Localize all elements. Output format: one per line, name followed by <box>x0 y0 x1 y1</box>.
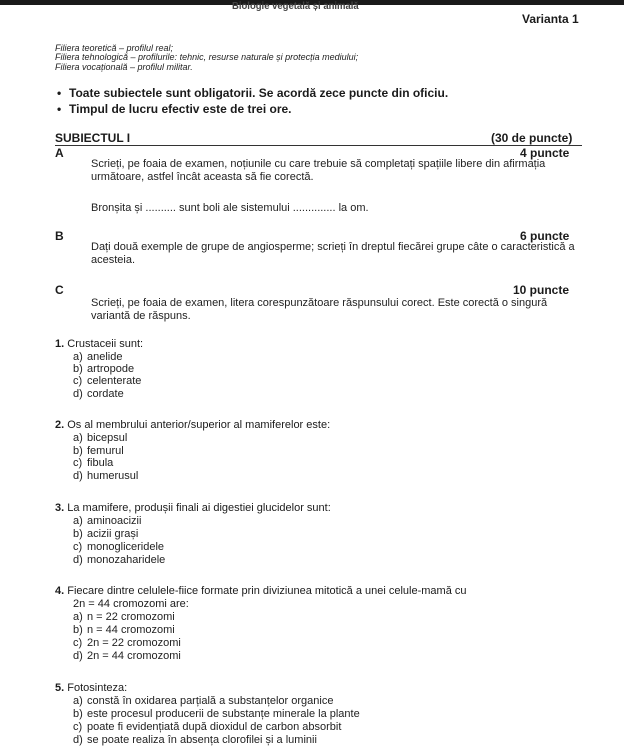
question-text: Fiecare dintre celulele-fiice formate prin diviziunea mitotică a unei celule-mamă cu <box>67 585 467 597</box>
option-letter: c) <box>73 541 83 553</box>
option-text: femurul <box>87 445 124 457</box>
rule-item <box>57 102 292 116</box>
question-text: La mamifere, produșii finali ai digestiei glucidelor sunt: <box>67 502 331 514</box>
header-title: Biologie vegetală și animală <box>232 1 359 12</box>
option-item <box>73 624 175 636</box>
part-a-statement: Bronșita și .......... sunt boli ale sistemului .............. la om. <box>91 202 369 214</box>
question-number: 2. <box>55 419 65 431</box>
filiera-line: Filiera vocațională – profilul militar. <box>55 62 193 72</box>
option-text: anelide <box>87 351 123 363</box>
question-4 <box>55 585 466 597</box>
question-1 <box>55 338 143 350</box>
part-b-instructions: Dați două exemple de grupe de angiosperme; scrieți în dreptul fiecărei grupe câte o caracteristică a acesteia. <box>91 241 575 266</box>
option-item <box>73 541 164 553</box>
question-text-continued: 2n = 44 cromozomi are: <box>73 598 189 610</box>
part-b-points: 6 puncte <box>520 229 570 243</box>
option-letter: b) <box>73 528 83 540</box>
option-item <box>73 695 333 707</box>
option-item <box>73 708 360 720</box>
rule-text: Timpul de lucru efectiv este de trei ore. <box>69 102 292 116</box>
filiera-line: Filiera tehnologică – profilurile: tehnic, resurse naturale și protecția mediului; <box>55 52 359 62</box>
option-text: n = 44 cromozomi <box>87 624 175 636</box>
option-letter: a) <box>73 611 83 623</box>
option-item <box>73 432 127 444</box>
option-letter: c) <box>73 375 83 387</box>
option-letter: b) <box>73 708 83 720</box>
option-item <box>73 351 122 363</box>
part-c-letter: C <box>55 283 64 297</box>
subject-title: SUBIECTUL I <box>55 131 131 145</box>
option-item <box>73 528 138 540</box>
subject-points: (30 de puncte) <box>491 131 573 145</box>
option-letter: d) <box>73 554 83 566</box>
part-a-letter: A <box>55 146 64 160</box>
option-letter: d) <box>73 650 83 662</box>
question-5 <box>55 682 127 694</box>
option-item <box>73 363 134 375</box>
question-text: Crustaceii sunt: <box>67 338 144 350</box>
question-2 <box>55 419 330 431</box>
option-text: 2n = 22 cromozomi <box>87 637 181 649</box>
option-item <box>73 734 317 746</box>
filiera-line: Filiera teoretică – profilul real; <box>55 43 174 53</box>
question-number: 4. <box>55 585 65 597</box>
option-text: este procesul producerii de substanțe minerale la plante <box>87 708 360 720</box>
option-text: fibula <box>87 457 114 469</box>
option-letter: c) <box>73 637 83 649</box>
option-text: 2n = 44 cromozomi <box>87 650 181 662</box>
option-item <box>73 445 124 457</box>
option-text: se poate realiza în absența clorofilei și a luminii <box>87 734 317 746</box>
question-number: 1. <box>55 338 65 350</box>
question-number: 5. <box>55 682 65 694</box>
option-item <box>73 375 141 387</box>
rule-text: Toate subiectele sunt obligatorii. Se acordă zece puncte din oficiu. <box>69 86 449 100</box>
bullet-icon: • <box>57 86 62 100</box>
option-text: poate fi evidențiată după dioxidul de carbon absorbit <box>87 721 342 733</box>
option-text: constă în oxidarea parțială a substanțelor organice <box>87 695 334 707</box>
option-letter: d) <box>73 388 83 400</box>
question-number: 3. <box>55 502 65 514</box>
part-a-instructions: Scrieți, pe foaia de examen, noțiunile cu care trebuie să completați spațiile libere din afirmația următoare, astfel încât aceasta să fie corectă. <box>91 158 546 183</box>
option-item <box>73 554 165 566</box>
option-item <box>73 721 341 733</box>
option-text: n = 22 cromozomi <box>87 611 175 623</box>
option-letter: a) <box>73 432 83 444</box>
option-item <box>73 650 181 662</box>
option-letter: b) <box>73 624 83 636</box>
option-item <box>73 388 124 400</box>
option-text: cordate <box>87 388 124 400</box>
option-letter: b) <box>73 363 83 375</box>
option-letter: a) <box>73 515 83 527</box>
option-letter: c) <box>73 457 83 469</box>
option-text: artropode <box>87 363 135 375</box>
question-text: Fotosinteza: <box>67 682 128 694</box>
part-c-instructions: Scrieți, pe foaia de examen, litera corespunzătoare răspunsului corect. Este corectă o singură variantă de răspuns. <box>91 297 548 322</box>
option-text: celenterate <box>87 375 142 387</box>
rule-item <box>57 86 448 100</box>
option-item <box>73 637 181 649</box>
option-item <box>73 515 141 527</box>
part-a-points: 4 puncte <box>520 146 570 160</box>
option-letter: c) <box>73 721 83 733</box>
option-letter: a) <box>73 351 83 363</box>
bullet-icon: • <box>57 102 62 116</box>
option-letter: d) <box>73 470 83 482</box>
option-text: monogliceridele <box>87 541 165 553</box>
option-text: bicepsul <box>87 432 128 444</box>
question-text: Os al membrului anterior/superior al mamiferelor este: <box>67 419 331 431</box>
option-text: aminoacizii <box>87 515 142 527</box>
option-text: monozaharidele <box>87 554 166 566</box>
option-item <box>73 470 138 482</box>
variant-label: Varianta 1 <box>522 12 579 26</box>
option-item <box>73 611 175 623</box>
option-letter: a) <box>73 695 83 707</box>
question-3 <box>55 502 331 514</box>
option-letter: d) <box>73 734 83 746</box>
section-divider <box>55 145 582 146</box>
part-c-points: 10 puncte <box>513 283 570 297</box>
option-item <box>73 457 113 469</box>
option-letter: b) <box>73 445 83 457</box>
option-text: acizii grași <box>87 528 139 540</box>
option-text: humerusul <box>87 470 139 482</box>
part-b-letter: B <box>55 229 64 243</box>
